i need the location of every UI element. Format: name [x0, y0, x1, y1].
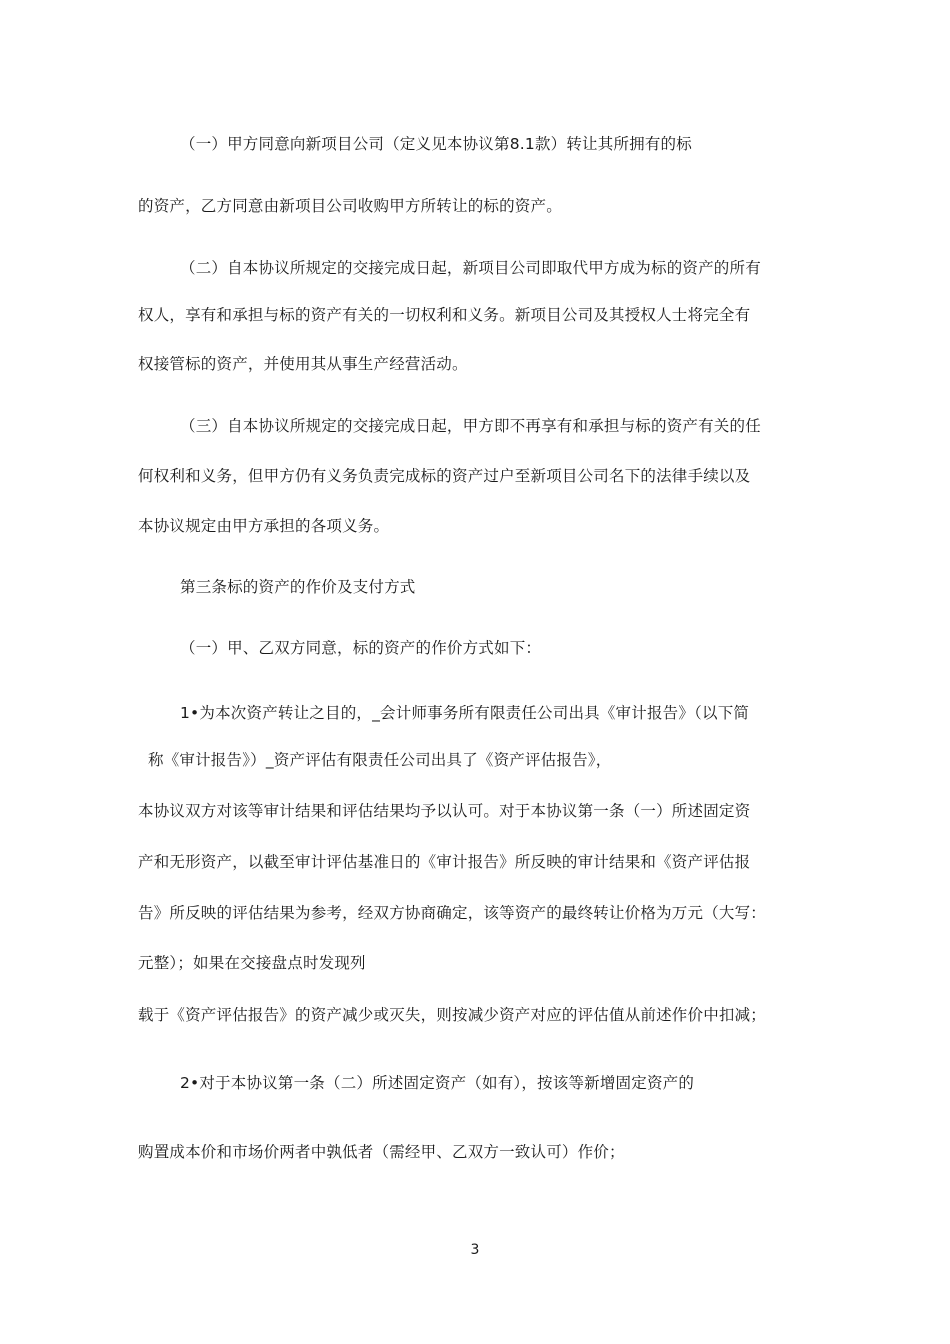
item-1-line-3: 本协议双方对该等审计结果和评估结果均予以认可。对于本协议第一条（一）所述固定资: [138, 802, 751, 820]
clause-1-2-line-3: 权接管标的资产，并使用其从事生产经营活动。: [138, 355, 468, 373]
item-2-line-1: 2•对于本协议第一条（二）所述固定资产（如有），按该等新增固定资产的: [180, 1074, 695, 1092]
clause-3-1-line-1: （一）甲、乙双方同意，标的资产的作价方式如下：: [180, 639, 542, 657]
clause-1-2-line-1: （二）自本协议所规定的交接完成日起，新项目公司即取代甲方成为标的资产的所有: [180, 259, 761, 277]
clause-1-3-line-2: 何权利和义务，但甲方仍有义务负责完成标的资产过户至新项目公司名下的法律手续以及: [138, 467, 751, 485]
item-1-line-6: 元整）；如果在交接盘点时发现列: [138, 954, 366, 972]
item-1-line-1: 1•为本次资产转让之目的，_会计师事务所有限责任公司出具《审计报告》（以下简: [180, 704, 750, 722]
clause-1-1-line-1: （一）甲方同意向新项目公司（定义见本协议第8.1款）转让其所拥有的标: [180, 135, 692, 153]
item-1-line-2: 称《审计报告》）_资产评估有限责任公司出具了《资产评估报告》，: [148, 751, 612, 769]
item-1-line-4: 产和无形资产，以截至审计评估基准日的《审计报告》所反映的审计结果和《资产评估报: [138, 853, 751, 871]
page-number: 3: [470, 1242, 480, 1258]
item-1-line-7: 载于《资产评估报告》的资产减少或灭失，则按减少资产对应的评估值从前述作价中扣减；: [138, 1006, 767, 1024]
item-1-line-5: 告》所反映的评估结果为参考，经双方协商确定，该等资产的最终转让价格为万元（大写：: [138, 904, 767, 922]
article-3-heading: 第三条标的资产的作价及支付方式: [180, 578, 416, 596]
clause-1-3-line-3: 本协议规定由甲方承担的各项义务。: [138, 517, 390, 535]
item-2-line-2: 购置成本价和市场价两者中孰低者（需经甲、乙双方一致认可）作价；: [138, 1143, 625, 1161]
clause-1-1-line-2: 的资产，乙方同意由新项目公司收购甲方所转让的标的资产。: [138, 197, 562, 215]
clause-1-3-line-1: （三）自本协议所规定的交接完成日起，甲方即不再享有和承担与标的资产有关的任: [180, 417, 761, 435]
clause-1-2-line-2: 权人，享有和承担与标的资产有关的一切权利和义务。新项目公司及其授权人士将完全有: [138, 306, 751, 324]
